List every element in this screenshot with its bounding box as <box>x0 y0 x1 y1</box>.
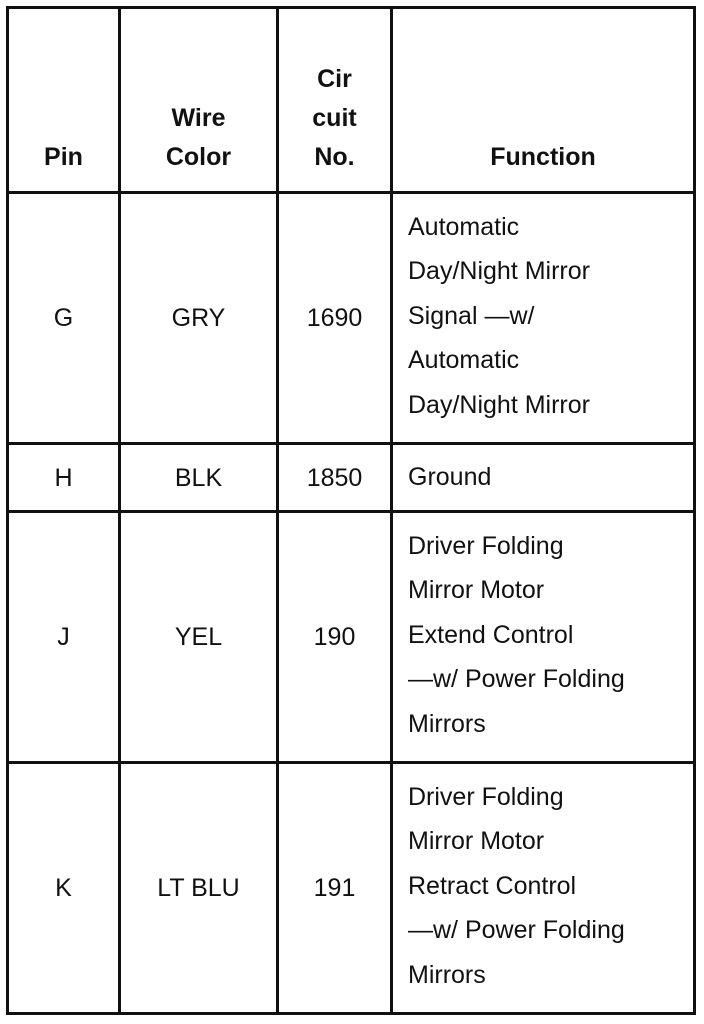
header-wire-color-line-2: Color <box>165 143 232 171</box>
pin-cell: K <box>8 763 120 1014</box>
wire-color-cell: GRY <box>120 193 278 444</box>
function-line: Driver Folding <box>408 531 564 560</box>
header-wire-color-line-1: Wire <box>171 104 226 132</box>
function-cell <box>392 444 695 512</box>
header-function-line: Function <box>490 143 596 171</box>
function-cell <box>392 512 695 763</box>
pin-cell: G <box>8 193 120 444</box>
function-line: Retract Control <box>408 871 577 900</box>
table-row <box>8 193 695 444</box>
wire-color-cell: BLK <box>120 444 278 512</box>
function-line: Automatic <box>408 346 520 375</box>
circuit-cell: 1690 <box>278 193 392 444</box>
function-line: Ground <box>408 463 492 492</box>
circuit-cell: 190 <box>278 512 392 763</box>
header-function <box>392 8 695 193</box>
function-line: Signal —w/ <box>408 301 535 330</box>
function-line: Automatic <box>408 212 520 241</box>
circuit-cell: 1850 <box>278 444 392 512</box>
function-line: Mirror Motor <box>408 827 545 856</box>
function-line: Mirrors <box>408 709 486 738</box>
pin-cell: J <box>8 512 120 763</box>
pin-cell: H <box>8 444 120 512</box>
header-circuit-line-2: cuit <box>312 104 357 132</box>
wire-color-cell: LT BLU <box>120 763 278 1014</box>
function-cell <box>392 193 695 444</box>
function-line: Extend Control <box>408 620 574 649</box>
function-line: Mirrors <box>408 960 486 989</box>
function-line: Day/Night Mirror <box>408 257 590 286</box>
header-pin <box>8 8 120 193</box>
header-wire-color <box>120 8 278 193</box>
function-line: Day/Night Mirror <box>408 390 590 419</box>
header-row <box>8 8 695 193</box>
function-line: Driver Folding <box>408 782 564 811</box>
function-line: —w/ Power Folding <box>408 916 625 945</box>
function-cell <box>392 763 695 1014</box>
header-pin-line: Pin <box>44 143 83 171</box>
header-circuit-line-3: No. <box>314 143 355 171</box>
function-line: —w/ Power Folding <box>408 665 625 694</box>
table-row <box>8 444 695 512</box>
table-row <box>8 763 695 1014</box>
connector-pin-table <box>6 6 696 1015</box>
function-line: Mirror Motor <box>408 576 545 605</box>
header-circuit-no <box>278 8 392 193</box>
circuit-cell: 191 <box>278 763 392 1014</box>
table-row <box>8 512 695 763</box>
header-circuit-line-1: Cir <box>317 65 352 93</box>
wire-color-cell: YEL <box>120 512 278 763</box>
